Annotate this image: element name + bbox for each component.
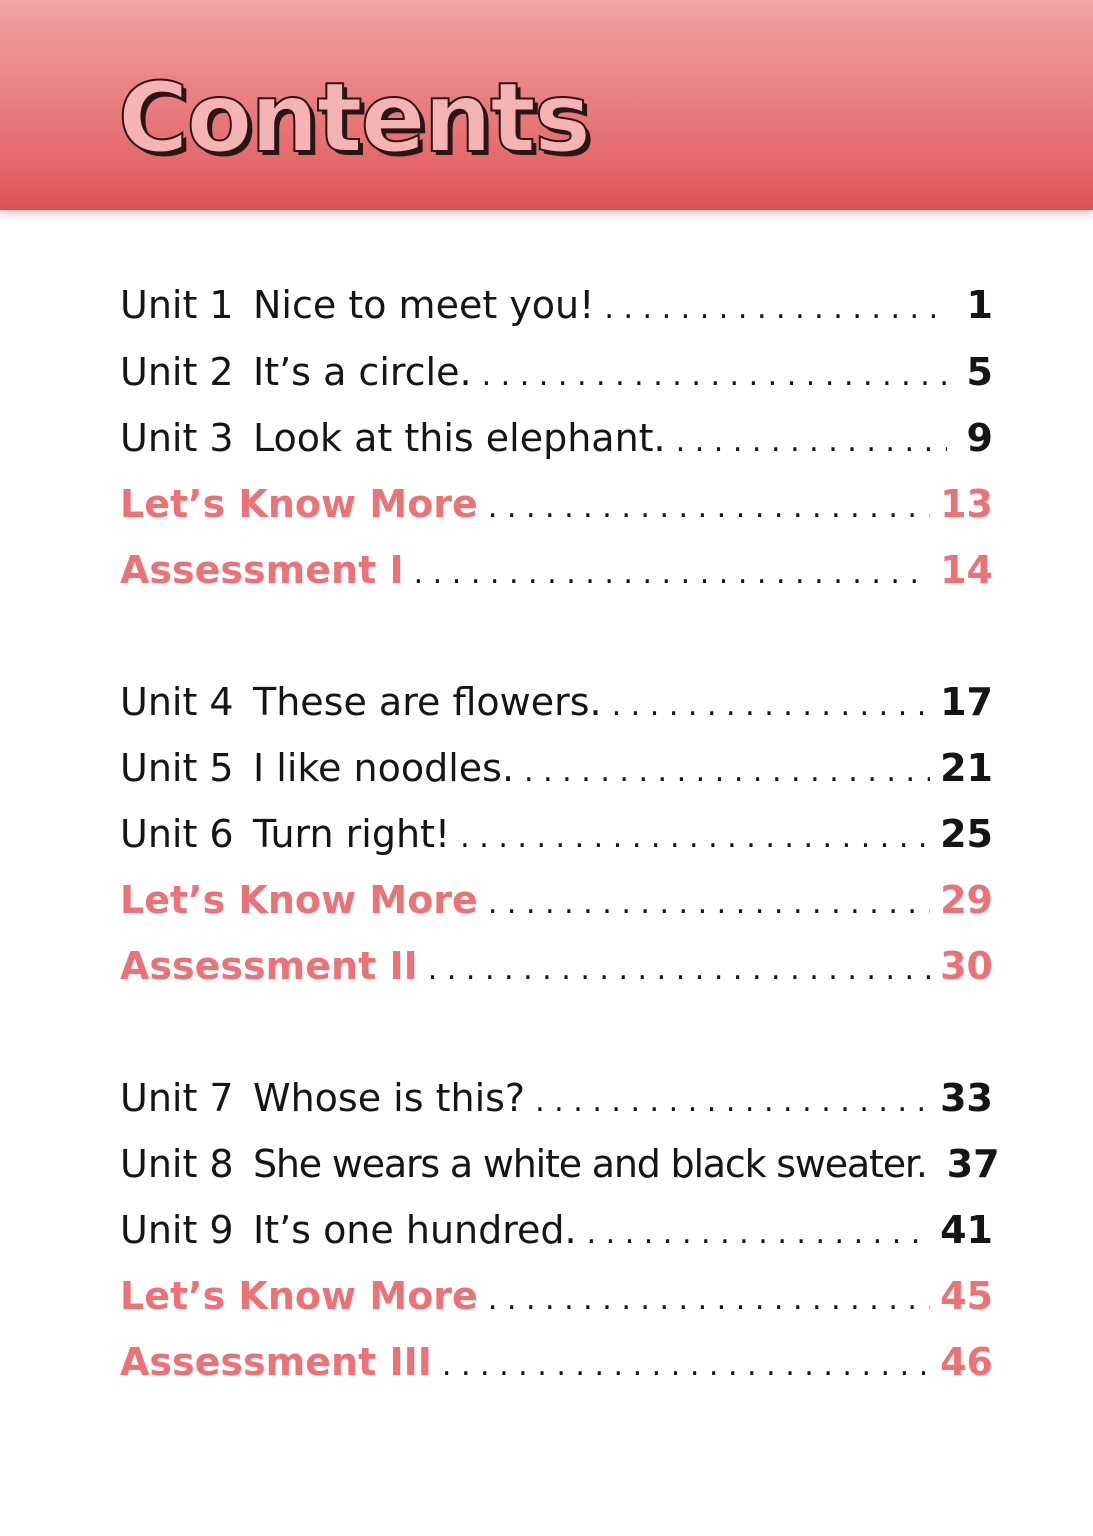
dot-leader — [460, 813, 930, 863]
entry-title: Assessment III — [120, 1340, 432, 1384]
entry-title: Look at this elephant. — [253, 416, 666, 460]
unit-number: Unit 5 — [120, 746, 234, 790]
page-number: 46 — [940, 1340, 993, 1384]
header-banner — [0, 0, 1093, 210]
unit-number: Unit 4 — [120, 680, 234, 724]
page-number: 33 — [940, 1076, 993, 1120]
entry-title: It’s one hundred. — [253, 1208, 577, 1252]
toc-entry-assessment-2[interactable] — [120, 941, 993, 991]
toc-entry-unit-1[interactable] — [120, 280, 993, 330]
toc-entry-unit-9[interactable] — [120, 1205, 993, 1255]
entry-title: Whose is this? — [253, 1076, 526, 1120]
dot-leader — [488, 483, 930, 533]
unit-number: Unit 6 — [120, 812, 234, 856]
page-number: 5 — [966, 350, 993, 394]
dot-leader — [587, 1209, 931, 1259]
toc-entry-unit-5[interactable] — [120, 743, 993, 793]
dot-leader — [676, 417, 947, 467]
dot-leader — [428, 945, 930, 995]
dot-leader — [488, 879, 930, 929]
entry-title: Let’s Know More — [120, 482, 478, 526]
page-number: 14 — [940, 548, 993, 592]
toc-entry-lets-know-more-3[interactable] — [120, 1271, 993, 1321]
dot-leader — [414, 549, 931, 599]
entry-title: She wears a white and black sweater. — [253, 1142, 927, 1186]
dot-leader — [535, 1077, 930, 1127]
entry-title: Assessment I — [120, 548, 404, 592]
entry-title: Assessment II — [120, 944, 418, 988]
toc-entry-lets-know-more-1[interactable] — [120, 479, 993, 529]
dot-leader — [524, 747, 930, 797]
unit-number: Unit 7 — [120, 1076, 234, 1120]
unit-number: Unit 3 — [120, 416, 234, 460]
dot-leader — [604, 284, 947, 334]
unit-number: Unit 8 — [120, 1142, 234, 1186]
toc-entry-lets-know-more-2[interactable] — [120, 875, 993, 925]
toc-entry-unit-2[interactable] — [120, 347, 993, 397]
page-number: 25 — [940, 812, 993, 856]
toc-entry-unit-8[interactable] — [120, 1139, 1000, 1189]
page-number: 30 — [940, 944, 993, 988]
page-number: 9 — [966, 416, 993, 460]
toc-entry-unit-6[interactable] — [120, 809, 993, 859]
dot-leader — [612, 681, 931, 731]
page-number: 41 — [940, 1208, 993, 1252]
page-number: 21 — [940, 746, 993, 790]
entry-title: Let’s Know More — [120, 878, 478, 922]
page-number: 13 — [940, 482, 993, 526]
toc-entry-unit-4[interactable] — [120, 677, 993, 727]
toc-entry-unit-7[interactable] — [120, 1073, 993, 1123]
dot-leader — [488, 1275, 930, 1325]
toc-entry-assessment-3[interactable] — [120, 1337, 993, 1387]
page-title: Contents — [118, 62, 590, 174]
entry-title: Let’s Know More — [120, 1274, 478, 1318]
entry-title: Nice to meet you! — [253, 283, 595, 327]
page-number: 17 — [940, 680, 993, 724]
unit-number: Unit 9 — [120, 1208, 234, 1252]
page-number: 45 — [940, 1274, 993, 1318]
toc-entry-assessment-1[interactable] — [120, 545, 993, 595]
toc-entry-unit-3[interactable] — [120, 413, 993, 463]
page-number: 1 — [966, 283, 993, 327]
page-number: 29 — [940, 878, 993, 922]
unit-number: Unit 1 — [120, 283, 234, 327]
entry-title: These are flowers. — [253, 680, 602, 724]
entry-title: Turn right! — [253, 812, 451, 856]
page-number: 37 — [946, 1142, 1000, 1186]
entry-title: It’s a circle. — [253, 350, 472, 394]
dot-leader — [482, 351, 947, 401]
unit-number: Unit 2 — [120, 350, 234, 394]
entry-title: I like noodles. — [253, 746, 515, 790]
dot-leader — [442, 1341, 930, 1391]
